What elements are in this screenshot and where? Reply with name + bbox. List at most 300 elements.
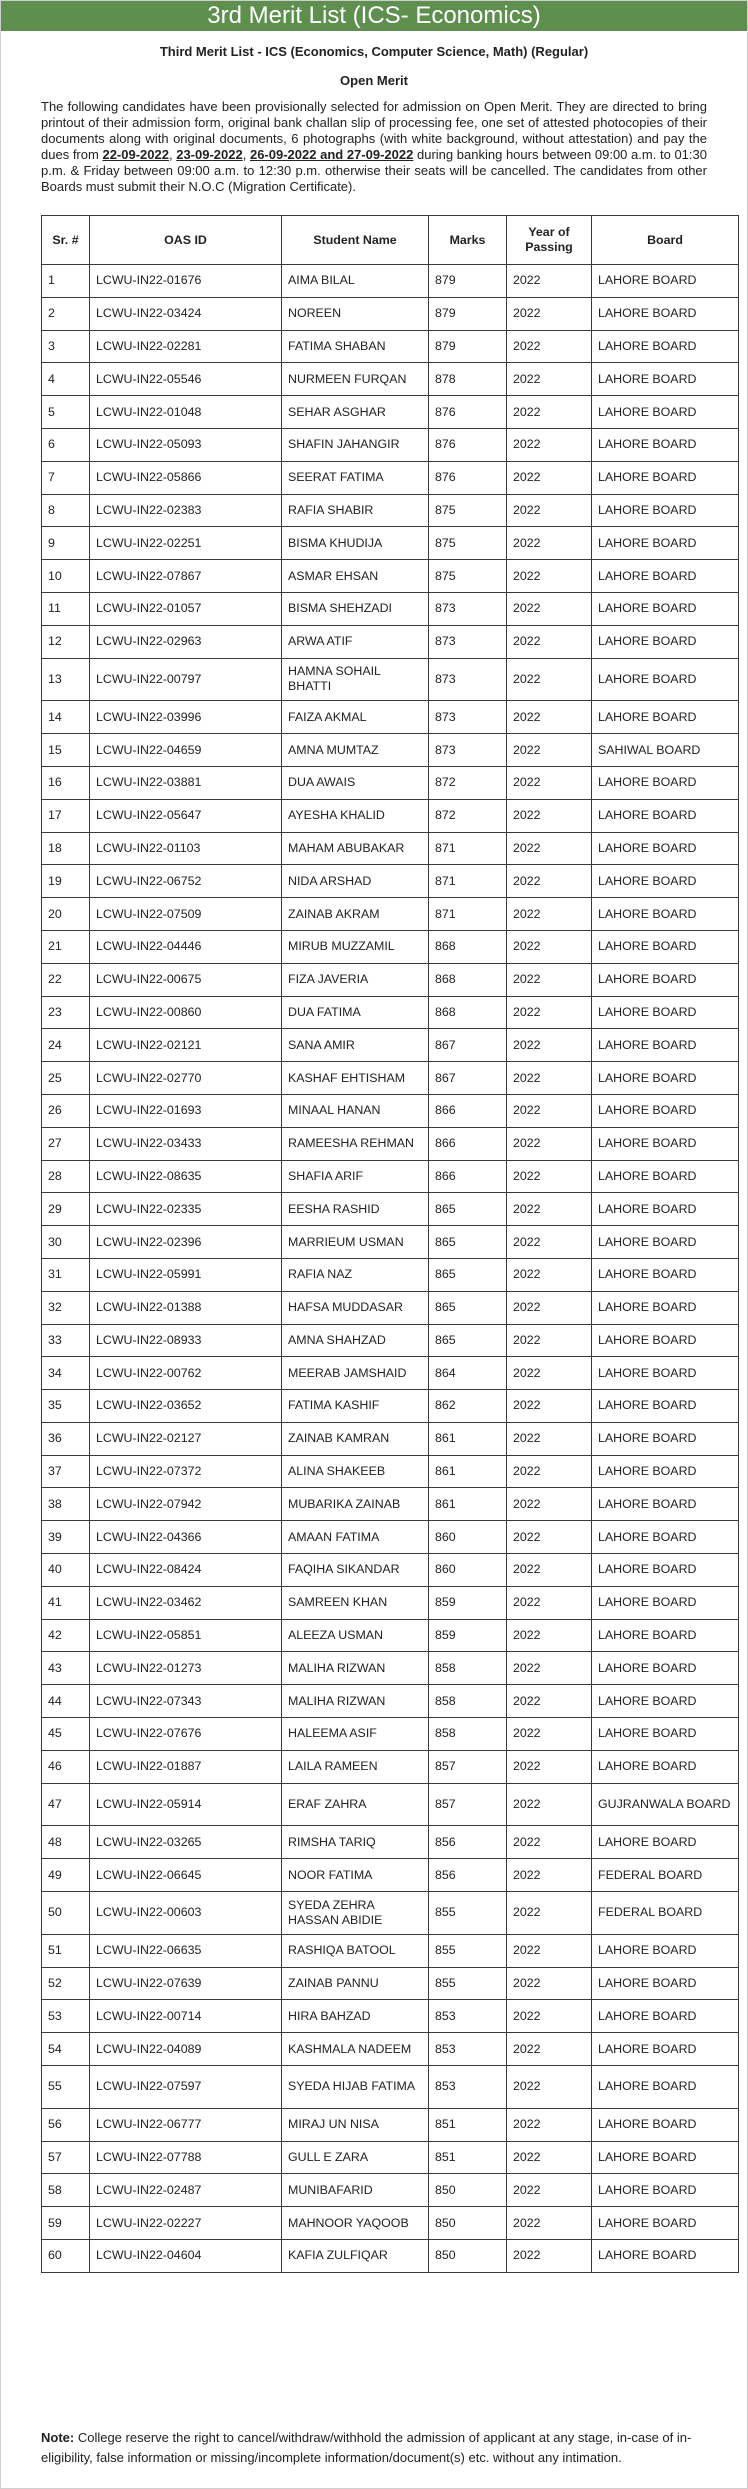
cell-marks: 873 [429,592,507,625]
table-row [42,1127,739,1160]
intro-sep-1: , [168,147,177,162]
table-row [42,1934,739,1967]
page-banner: 3rd Merit List (ICS- Economics) [1,1,747,31]
cell-sr: 52 [42,1967,90,2000]
cell-oas-id: LCWU-IN22-00603 [90,1892,282,1935]
cell-year: 2022 [507,265,592,298]
cell-student-name: AYESHA KHALID [282,799,429,832]
cell-marks: 873 [429,701,507,734]
cell-student-name: MAHAM ABUBAKAR [282,832,429,865]
cell-student-name: NIDA ARSHAD [282,865,429,898]
cell-year: 2022 [507,1892,592,1935]
cell-sr: 4 [42,363,90,396]
cell-year: 2022 [507,898,592,931]
cell-student-name: MALIHA RIZWAN [282,1685,429,1718]
table-row [42,1062,739,1095]
cell-year: 2022 [507,428,592,461]
cell-sr: 28 [42,1160,90,1193]
cell-board: LAHORE BOARD [592,461,739,494]
cell-sr: 1 [42,265,90,298]
cell-year: 2022 [507,658,592,701]
cell-board: LAHORE BOARD [592,560,739,593]
cell-board: LAHORE BOARD [592,2141,739,2174]
cell-year: 2022 [507,930,592,963]
note-text: College reserve the right to cancel/withdraw/withhold the admission of applicant at any stage, in-case of in-eligibility, false information or missing/incomplete information/document(s) etc. without any intimation. [41,2430,692,2465]
cell-sr: 56 [42,2108,90,2141]
cell-year: 2022 [507,1390,592,1423]
table-row [42,963,739,996]
cell-oas-id: LCWU-IN22-05647 [90,799,282,832]
cell-marks: 879 [429,330,507,363]
cell-year: 2022 [507,330,592,363]
cell-year: 2022 [507,297,592,330]
cell-board: LAHORE BOARD [592,1455,739,1488]
table-row [42,1193,739,1226]
cell-student-name: ZAINAB AKRAM [282,898,429,931]
cell-year: 2022 [507,2066,592,2109]
cell-marks: 868 [429,963,507,996]
cell-student-name: ZAINAB KAMRAN [282,1422,429,1455]
cell-board: LAHORE BOARD [592,330,739,363]
cell-board: LAHORE BOARD [592,898,739,931]
cell-oas-id: LCWU-IN22-02121 [90,1029,282,1062]
cell-board: LAHORE BOARD [592,2033,739,2066]
cell-board: LAHORE BOARD [592,1029,739,1062]
cell-oas-id: LCWU-IN22-02251 [90,527,282,560]
cell-sr: 27 [42,1127,90,1160]
cell-board: LAHORE BOARD [592,701,739,734]
table-row [42,1291,739,1324]
cell-sr: 26 [42,1094,90,1127]
cell-board: LAHORE BOARD [592,1685,739,1718]
cell-board: FEDERAL BOARD [592,1859,739,1892]
cell-marks: 859 [429,1586,507,1619]
cell-year: 2022 [507,734,592,767]
table-row [42,1521,739,1554]
intro-text-1: The following candidates have been provisionally selected for admission on Open Merit. They are directed to bring printout of their admission form, original bank challan slip of processing fee, one set of attested photocopies of their documents along with original documents, 6 photographs (with white background, without attestation) and pay the dues from [41,99,707,162]
cell-student-name: NOREEN [282,297,429,330]
table-row [42,2141,739,2174]
cell-student-name: AMNA SHAHZAD [282,1324,429,1357]
table-row [42,1826,739,1859]
cell-board: LAHORE BOARD [592,1422,739,1455]
cell-board: LAHORE BOARD [592,1488,739,1521]
cell-marks: 867 [429,1029,507,1062]
cell-sr: 11 [42,592,90,625]
cell-oas-id: LCWU-IN22-02487 [90,2174,282,2207]
table-row [42,734,739,767]
cell-marks: 862 [429,1390,507,1423]
cell-marks: 876 [429,396,507,429]
cell-sr: 59 [42,2207,90,2240]
cell-student-name: RASHIQA BATOOL [282,1934,429,1967]
cell-board: LAHORE BOARD [592,832,739,865]
table-row [42,396,739,429]
cell-board: LAHORE BOARD [592,1521,739,1554]
cell-marks: 855 [429,1892,507,1935]
cell-oas-id: LCWU-IN22-02396 [90,1226,282,1259]
table-row [42,1750,739,1783]
table-row [42,1029,739,1062]
cell-oas-id: LCWU-IN22-01676 [90,265,282,298]
cell-oas-id: LCWU-IN22-01048 [90,396,282,429]
cell-board: LAHORE BOARD [592,963,739,996]
cell-sr: 39 [42,1521,90,1554]
cell-board: LAHORE BOARD [592,766,739,799]
table-row [42,625,739,658]
cell-board: GUJRANWALA BOARD [592,1783,739,1826]
cell-oas-id: LCWU-IN22-00675 [90,963,282,996]
cell-oas-id: LCWU-IN22-07343 [90,1685,282,1718]
table-row [42,2240,739,2273]
cell-oas-id: LCWU-IN22-01103 [90,832,282,865]
cell-sr: 17 [42,799,90,832]
table-row [42,701,739,734]
cell-marks: 853 [429,2066,507,2109]
cell-board: LAHORE BOARD [592,494,739,527]
cell-oas-id: LCWU-IN22-03424 [90,297,282,330]
cell-sr: 45 [42,1718,90,1751]
cell-marks: 850 [429,2207,507,2240]
table-body [42,265,739,2273]
cell-oas-id: LCWU-IN22-01693 [90,1094,282,1127]
cell-board: LAHORE BOARD [592,996,739,1029]
col-header-oas-id: OAS ID [90,216,282,265]
table-row [42,865,739,898]
cell-oas-id: LCWU-IN22-05914 [90,1783,282,1826]
cell-board: LAHORE BOARD [592,1619,739,1652]
cell-year: 2022 [507,1718,592,1751]
cell-oas-id: LCWU-IN22-03881 [90,766,282,799]
table-row [42,1390,739,1423]
cell-year: 2022 [507,1357,592,1390]
table-row [42,297,739,330]
cell-year: 2022 [507,1521,592,1554]
cell-year: 2022 [507,799,592,832]
cell-student-name: RAFIA SHABIR [282,494,429,527]
cell-oas-id: LCWU-IN22-04366 [90,1521,282,1554]
cell-board: LAHORE BOARD [592,1062,739,1095]
cell-marks: 878 [429,363,507,396]
cell-marks: 851 [429,2108,507,2141]
cell-oas-id: LCWU-IN22-00797 [90,658,282,701]
cell-year: 2022 [507,1029,592,1062]
cell-board: LAHORE BOARD [592,2240,739,2273]
cell-year: 2022 [507,592,592,625]
cell-sr: 46 [42,1750,90,1783]
cell-marks: 861 [429,1422,507,1455]
intro-sep-2: , [242,147,250,162]
cell-sr: 29 [42,1193,90,1226]
cell-oas-id: LCWU-IN22-02127 [90,1422,282,1455]
table-row [42,1422,739,1455]
cell-board: LAHORE BOARD [592,1258,739,1291]
cell-marks: 856 [429,1826,507,1859]
table-row [42,1488,739,1521]
cell-year: 2022 [507,2240,592,2273]
cell-marks: 855 [429,1967,507,2000]
cell-oas-id: LCWU-IN22-07942 [90,1488,282,1521]
cell-oas-id: LCWU-IN22-07509 [90,898,282,931]
cell-oas-id: LCWU-IN22-02770 [90,1062,282,1095]
cell-sr: 3 [42,330,90,363]
table-row [42,799,739,832]
cell-sr: 57 [42,2141,90,2174]
cell-marks: 872 [429,766,507,799]
cell-marks: 857 [429,1783,507,1826]
cell-marks: 860 [429,1554,507,1587]
cell-student-name: RAMEESHA REHMAN [282,1127,429,1160]
table-row [42,1685,739,1718]
cell-marks: 867 [429,1062,507,1095]
table-row [42,996,739,1029]
cell-marks: 866 [429,1160,507,1193]
cell-year: 2022 [507,1422,592,1455]
cell-sr: 30 [42,1226,90,1259]
cell-oas-id: LCWU-IN22-07372 [90,1455,282,1488]
cell-student-name: FATIMA SHABAN [282,330,429,363]
cell-sr: 9 [42,527,90,560]
cell-board: LAHORE BOARD [592,1390,739,1423]
cell-oas-id: LCWU-IN22-08933 [90,1324,282,1357]
cell-oas-id: LCWU-IN22-07788 [90,2141,282,2174]
cell-marks: 871 [429,865,507,898]
cell-board: LAHORE BOARD [592,2174,739,2207]
cell-sr: 10 [42,560,90,593]
cell-board: LAHORE BOARD [592,1934,739,1967]
cell-sr: 50 [42,1892,90,1935]
cell-student-name: ASMAR EHSAN [282,560,429,593]
cell-sr: 6 [42,428,90,461]
cell-board: LAHORE BOARD [592,297,739,330]
cell-year: 2022 [507,2108,592,2141]
table-row [42,1859,739,1892]
cell-year: 2022 [507,1967,592,2000]
table-row [42,2000,739,2033]
cell-oas-id: LCWU-IN22-05866 [90,461,282,494]
cell-sr: 49 [42,1859,90,1892]
intro-text-2: during banking hours between 09:00 a.m. to 01:30 p.m. & Friday between 09:00 a.m. to 12:30 p.m. otherwise their seats will be cancelled. The candidates from other Boards must submit their N.O.C (Migration Certificate). [41,147,707,194]
cell-sr: 35 [42,1390,90,1423]
table-row [42,428,739,461]
cell-oas-id: LCWU-IN22-05546 [90,363,282,396]
cell-sr: 53 [42,2000,90,2033]
cell-student-name: SEHAR ASGHAR [282,396,429,429]
cell-student-name: MUBARIKA ZAINAB [282,1488,429,1521]
cell-student-name: FAIZA AKMAL [282,701,429,734]
cell-year: 2022 [507,2174,592,2207]
cell-student-name: ERAF ZAHRA [282,1783,429,1826]
cell-marks: 858 [429,1652,507,1685]
cell-oas-id: LCWU-IN22-02383 [90,494,282,527]
cell-student-name: ALEEZA USMAN [282,1619,429,1652]
cell-board: LAHORE BOARD [592,1750,739,1783]
cell-student-name: SEERAT FATIMA [282,461,429,494]
table-row [42,1455,739,1488]
cell-year: 2022 [507,701,592,734]
table-row [42,1967,739,2000]
cell-sr: 38 [42,1488,90,1521]
cell-marks: 861 [429,1488,507,1521]
cell-marks: 865 [429,1258,507,1291]
cell-student-name: ALINA SHAKEEB [282,1455,429,1488]
date-2: 23-09-2022 [176,147,243,162]
cell-board: LAHORE BOARD [592,658,739,701]
cell-year: 2022 [507,560,592,593]
cell-board: LAHORE BOARD [592,1718,739,1751]
merit-category: Open Merit [340,73,408,88]
table-row [42,1357,739,1390]
table-row [42,658,739,701]
cell-sr: 51 [42,1934,90,1967]
cell-sr: 13 [42,658,90,701]
cell-year: 2022 [507,1554,592,1587]
instructions-paragraph [41,99,707,195]
cell-sr: 54 [42,2033,90,2066]
cell-marks: 875 [429,527,507,560]
cell-marks: 855 [429,1934,507,1967]
table-row [42,560,739,593]
cell-marks: 876 [429,428,507,461]
cell-marks: 868 [429,930,507,963]
cell-board: LAHORE BOARD [592,1826,739,1859]
cell-year: 2022 [507,1094,592,1127]
cell-marks: 865 [429,1291,507,1324]
cell-student-name: MINAAL HANAN [282,1094,429,1127]
cell-marks: 871 [429,898,507,931]
cell-oas-id: LCWU-IN22-01273 [90,1652,282,1685]
cell-year: 2022 [507,494,592,527]
cell-student-name: BISMA KHUDIJA [282,527,429,560]
cell-marks: 866 [429,1094,507,1127]
cell-board: LAHORE BOARD [592,1324,739,1357]
cell-marks: 853 [429,2033,507,2066]
cell-marks: 858 [429,1718,507,1751]
cell-marks: 864 [429,1357,507,1390]
cell-year: 2022 [507,1783,592,1826]
cell-oas-id: LCWU-IN22-02963 [90,625,282,658]
col-header-board: Board [592,216,739,265]
cell-board: LAHORE BOARD [592,865,739,898]
cell-year: 2022 [507,1750,592,1783]
cell-oas-id: LCWU-IN22-01057 [90,592,282,625]
cell-oas-id: LCWU-IN22-02227 [90,2207,282,2240]
cell-sr: 12 [42,625,90,658]
merit-list-subtitle: Third Merit List - ICS (Economics, Computer Science, Math) (Regular) [159,44,589,59]
cell-oas-id: LCWU-IN22-03652 [90,1390,282,1423]
cell-year: 2022 [507,1160,592,1193]
cell-marks: 865 [429,1324,507,1357]
table-row [42,1324,739,1357]
cell-student-name: SAMREEN KHAN [282,1586,429,1619]
cell-oas-id: LCWU-IN22-05991 [90,1258,282,1291]
cell-sr: 15 [42,734,90,767]
cell-student-name: SYEDA ZEHRA HASSAN ABIDIE [282,1892,429,1935]
cell-marks: 872 [429,799,507,832]
cell-board: LAHORE BOARD [592,799,739,832]
date-1: 22-09-2022 [102,147,169,162]
cell-student-name: ZAINAB PANNU [282,1967,429,2000]
cell-board: LAHORE BOARD [592,2000,739,2033]
cell-year: 2022 [507,1258,592,1291]
cell-student-name: HAMNA SOHAIL BHATTI [282,658,429,701]
cell-sr: 25 [42,1062,90,1095]
cell-year: 2022 [507,1193,592,1226]
cell-sr: 43 [42,1652,90,1685]
cell-board: LAHORE BOARD [592,1652,739,1685]
cell-marks: 859 [429,1619,507,1652]
cell-board: LAHORE BOARD [592,2207,739,2240]
table-row [42,527,739,560]
table-row [42,1258,739,1291]
cell-marks: 873 [429,625,507,658]
cell-sr: 24 [42,1029,90,1062]
cell-sr: 33 [42,1324,90,1357]
cell-marks: 876 [429,461,507,494]
cell-sr: 44 [42,1685,90,1718]
table-row [42,1892,739,1935]
cell-board: LAHORE BOARD [592,2108,739,2141]
cell-sr: 23 [42,996,90,1029]
cell-student-name: SHAFIN JAHANGIR [282,428,429,461]
cell-marks: 875 [429,494,507,527]
table-row [42,898,739,931]
cell-sr: 31 [42,1258,90,1291]
cell-year: 2022 [507,363,592,396]
table-row [42,265,739,298]
cell-student-name: MUNIBAFARID [282,2174,429,2207]
table-row [42,1226,739,1259]
cell-student-name: AIMA BILAL [282,265,429,298]
cell-sr: 47 [42,1783,90,1826]
cell-marks: 853 [429,2000,507,2033]
cell-board: LAHORE BOARD [592,592,739,625]
cell-year: 2022 [507,1062,592,1095]
cell-sr: 20 [42,898,90,931]
cell-year: 2022 [507,1685,592,1718]
cell-student-name: AMNA MUMTAZ [282,734,429,767]
cell-year: 2022 [507,766,592,799]
cell-sr: 55 [42,2066,90,2109]
cell-sr: 37 [42,1455,90,1488]
cell-board: LAHORE BOARD [592,1357,739,1390]
cell-student-name: RAFIA NAZ [282,1258,429,1291]
cell-oas-id: LCWU-IN22-01388 [90,1291,282,1324]
cell-board: LAHORE BOARD [592,1226,739,1259]
cell-board: LAHORE BOARD [592,1193,739,1226]
cell-student-name: MEERAB JAMSHAID [282,1357,429,1390]
cell-sr: 22 [42,963,90,996]
cell-year: 2022 [507,1488,592,1521]
cell-oas-id: LCWU-IN22-03265 [90,1826,282,1859]
cell-oas-id: LCWU-IN22-04659 [90,734,282,767]
cell-marks: 857 [429,1750,507,1783]
cell-board: LAHORE BOARD [592,1160,739,1193]
cell-student-name: AMAAN FATIMA [282,1521,429,1554]
cell-year: 2022 [507,527,592,560]
cell-oas-id: LCWU-IN22-07639 [90,1967,282,2000]
cell-marks: 879 [429,297,507,330]
cell-student-name: RIMSHA TARIQ [282,1826,429,1859]
cell-student-name: SANA AMIR [282,1029,429,1062]
table-row [42,1586,739,1619]
cell-marks: 873 [429,734,507,767]
table-row [42,494,739,527]
cell-oas-id: LCWU-IN22-06752 [90,865,282,898]
cell-sr: 41 [42,1586,90,1619]
table-row [42,1783,739,1826]
cell-year: 2022 [507,1934,592,1967]
